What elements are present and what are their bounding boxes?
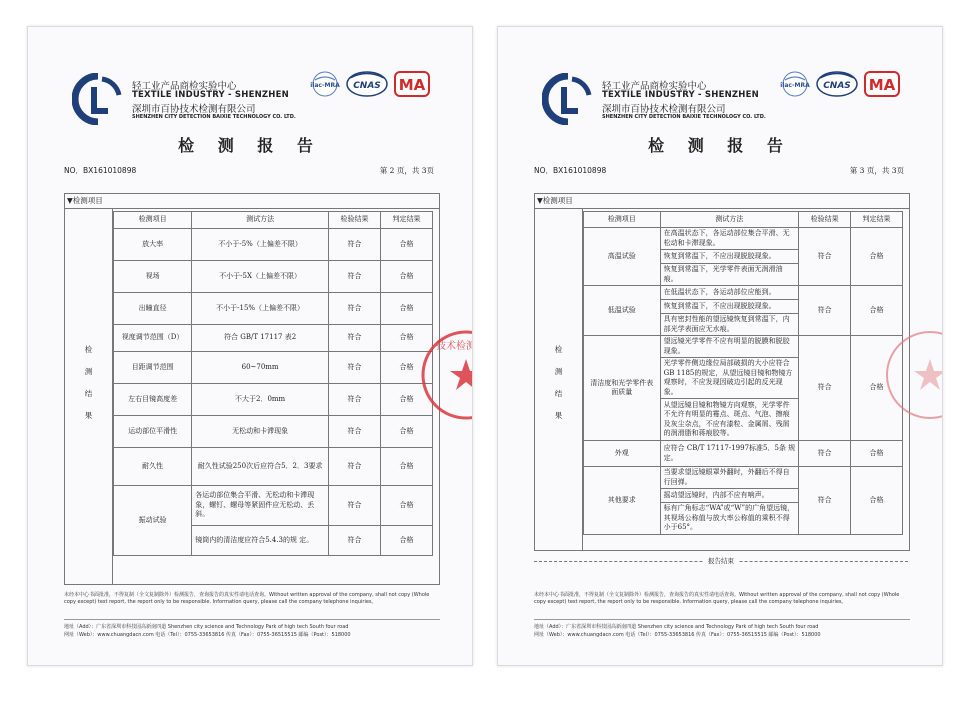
item-cell: 放大率 xyxy=(114,229,192,261)
table-row xyxy=(114,261,433,293)
report-page-3 xyxy=(497,26,943,666)
table-header-row xyxy=(114,212,433,229)
result-cell: 符合 xyxy=(328,384,380,416)
footer-divider xyxy=(534,619,910,620)
table-row xyxy=(584,228,903,250)
svg-text:CNAS: CNAS xyxy=(353,81,381,91)
method-cell: 各运动部位集合平滑、无松动和卡滞现象，螺钉、螺母等紧固件应无松动、丢斜。 xyxy=(192,486,329,526)
item-cell: 振动试验 xyxy=(114,486,192,556)
svg-text:ilac-MRA: ilac-MRA xyxy=(780,82,810,89)
table-row xyxy=(114,416,433,448)
method-cell: 镜筒内的清洁度应符合5.4.3的规 定。 xyxy=(192,526,329,556)
contact-line: 网址（Web）：www.chuangdacn.com 电话（Tel）：0755-33653816 传真（Fax）：0755-36515515 邮编（Post）：518000 xyxy=(534,632,821,638)
judge-cell: 合格 xyxy=(380,352,432,384)
svg-text:CNAS: CNAS xyxy=(823,81,851,91)
item-cell: 低温试验 xyxy=(584,286,661,336)
item-cell: 运动部位平滑性 xyxy=(114,416,192,448)
report-number: NO．BX161010898 xyxy=(64,166,137,175)
page-number: 第 3 页，共 3页 xyxy=(849,166,904,175)
result-cell: 符合 xyxy=(328,325,380,352)
judge-cell: 合格 xyxy=(380,416,432,448)
table-row xyxy=(114,229,433,261)
org-name-en-2: SHENZHEN CITY DETECTION BAIXIE TECHNOLOGY CO. LTD. xyxy=(132,114,296,120)
header-cell: 检测项目 xyxy=(584,212,661,228)
footer-divider xyxy=(64,619,440,620)
side-char: 结 xyxy=(84,389,93,398)
method-cell: 恢复到常温下，光学零件表面无润滑油痕。 xyxy=(660,264,799,286)
results-table xyxy=(583,211,903,535)
table-row xyxy=(114,325,433,352)
side-char: 测 xyxy=(84,367,93,376)
method-cell: 从望远镜目镜和物镜方向观察，光学零件不允许有明显的霉点、斑点、气泡、擦痕及灰尘杂点，不应有漆粒、金属屑、残屑的润滑脂和蒋痕胶等。 xyxy=(660,399,799,441)
judge-cell: 合格 xyxy=(380,325,432,352)
report-title: 检 测 报 告 xyxy=(648,136,792,155)
method-cell: 恢复到常温下，不应出现脱胶现象。 xyxy=(660,250,799,264)
result-cell: 符合 xyxy=(328,352,380,384)
result-cell: 符合 xyxy=(328,229,380,261)
page-number: 第 2 页，共 3页 xyxy=(379,166,434,175)
side-char: 测 xyxy=(554,367,563,376)
result-cell: 符合 xyxy=(328,448,380,486)
cma-cert-icon xyxy=(864,71,900,97)
table-row xyxy=(584,441,903,467)
method-cell: 望远镜光学零件不应有明显的脱膜和脱胶现象。 xyxy=(660,336,799,358)
org-name-cn-1: 轻工业产品商检实验中心 xyxy=(132,81,237,92)
report-page-2 xyxy=(27,26,496,666)
footer-note: 未经本中心书面批准，不得复制（全文复制除外）检测报告，查询报告的真实性请电话查询。Without written approval of the company, shall not copy (Whole copy except) test report, the report only to be responsible. Information query, please call the company telephone inquiries。 xyxy=(534,592,900,605)
method-cell: 光学零件侧边缘位局部破损的大小应符合GB 1185的规定，从望远镜目镜和物镜方观察时，不应发现因破边引起的反光现象。 xyxy=(660,358,799,399)
method-cell: 无松动和卡滞现象 xyxy=(192,416,329,448)
header-cell: 判定结果 xyxy=(851,212,903,228)
result-cell: 符合 xyxy=(328,293,380,325)
org-name-cn-1: 轻工业产品商检实验中心 xyxy=(602,81,707,92)
judge-cell: 合格 xyxy=(380,526,432,556)
judge-cell: 合格 xyxy=(851,228,903,286)
table-row xyxy=(114,486,433,526)
header-cell: 测试方法 xyxy=(660,212,799,228)
result-cell: 符合 xyxy=(328,486,380,526)
footer-address xyxy=(64,623,444,639)
side-column xyxy=(535,209,583,550)
address-line: 地址（Add）：广东省深圳市科技园高新南四道 Shenzhen city science and Technology Park of high tech South four road xyxy=(64,624,349,630)
table-row xyxy=(584,286,903,300)
method-cell: 标有广角标志“WA”或“W”的广角望远镜，其视场公称值与放大率公称值的乘积不得小于65°。 xyxy=(660,503,799,535)
red-seal-stamp xyxy=(884,329,943,421)
method-cell: 耐久性试验250次后应符合5．2．3要求 xyxy=(192,448,329,486)
method-cell: 在低温状态下，各运动部位应能到。 xyxy=(660,286,799,300)
item-cell: 外观 xyxy=(584,441,661,467)
method-cell: 应符合 CB/T 17117-1997标准5．5条 规定。 xyxy=(660,441,799,467)
cma-cert-icon xyxy=(394,71,430,97)
section-header: ▼检测项目 xyxy=(65,194,439,209)
header-cell: 测试方法 xyxy=(192,212,329,229)
item-cell: 出瞳直径 xyxy=(114,293,192,325)
item-cell: 耐久性 xyxy=(114,448,192,486)
header-cell: 检验结果 xyxy=(799,212,851,228)
judge-cell: 合格 xyxy=(851,441,903,467)
item-cell: 视度调节范围（D） xyxy=(114,325,192,352)
cnas-cert-icon xyxy=(346,71,388,97)
method-cell: 不小于-5X（上偏差不限） xyxy=(192,261,329,293)
section-header: ▼检测项目 xyxy=(535,194,909,209)
ilac-mra-cert-icon xyxy=(308,71,342,97)
org-name-en-1: TEXTILE INDUSTRY - SHENZHEN xyxy=(132,90,289,100)
svg-text:MA: MA xyxy=(398,76,426,94)
result-cell: 符合 xyxy=(799,286,851,336)
table-row xyxy=(584,467,903,489)
table-row xyxy=(584,336,903,358)
result-cell: 符合 xyxy=(799,467,851,535)
svg-text:MA: MA xyxy=(868,76,896,94)
result-cell: 符合 xyxy=(328,416,380,448)
table-row xyxy=(114,352,433,384)
side-char: 果 xyxy=(554,411,563,420)
result-cell: 符合 xyxy=(328,526,380,556)
judge-cell: 合格 xyxy=(851,467,903,535)
method-cell: 摇动望远镜时，内部不应有响声。 xyxy=(660,489,799,503)
result-cell: 符合 xyxy=(799,336,851,441)
judge-cell: 合格 xyxy=(380,448,432,486)
side-char: 检 xyxy=(84,345,93,354)
table-row xyxy=(114,293,433,325)
test-items-section xyxy=(64,193,440,585)
result-cell: 符合 xyxy=(799,441,851,467)
method-cell: 不小于-5%（上偏差不限） xyxy=(192,229,329,261)
report-end-text: 报告结束 xyxy=(704,557,738,565)
org-name-en-2: SHENZHEN CITY DETECTION BAIXIE TECHNOLOGY CO. LTD. xyxy=(602,114,766,120)
company-logo-icon xyxy=(72,73,124,125)
side-char: 果 xyxy=(84,411,93,420)
method-cell: 不大于2．0mm xyxy=(192,384,329,416)
table-row xyxy=(114,384,433,416)
footer-address xyxy=(534,623,914,639)
company-logo-icon xyxy=(542,73,594,125)
contact-line: 网址（Web）：www.chuangdacn.com 电话（Tel）：0755-33653816 传真（Fax）：0755-36515515 邮编（Post）：518000 xyxy=(64,632,351,638)
report-end-line xyxy=(534,556,908,565)
result-cell: 符合 xyxy=(799,228,851,286)
item-cell: 视场 xyxy=(114,261,192,293)
item-cell: 左右目镜高度差 xyxy=(114,384,192,416)
method-cell: 在高温状态下，各运动部位集合平滑、无松动和卡滞现象。 xyxy=(660,228,799,250)
method-cell: 当要求望远镜眼罩外翻时，外翻后不得自行回弹。 xyxy=(660,467,799,489)
result-cell: 符合 xyxy=(328,261,380,293)
ilac-mra-cert-icon xyxy=(778,71,812,97)
method-cell: 恢复到常温下，不应出现脱胶现象。 xyxy=(660,300,799,314)
table-row xyxy=(114,448,433,486)
item-cell: 其他要求 xyxy=(584,467,661,535)
side-char: 检 xyxy=(554,345,563,354)
org-name-cn-2: 深圳市百协技术检测有限公司 xyxy=(132,104,256,115)
test-items-section xyxy=(534,193,910,551)
item-cell: 高温试验 xyxy=(584,228,661,286)
judge-cell: 合格 xyxy=(380,384,432,416)
org-name-cn-2: 深圳市百协技术检测有限公司 xyxy=(602,104,726,115)
results-table xyxy=(113,211,433,556)
method-cell: 符合 GB/T 17117 表2 xyxy=(192,325,329,352)
judge-cell: 合格 xyxy=(380,293,432,325)
judge-cell: 合格 xyxy=(851,286,903,336)
judge-cell: 合格 xyxy=(380,229,432,261)
address-line: 地址（Add）：广东省深圳市科技园高新南四道 Shenzhen city science and Technology Park of high tech South four road xyxy=(534,624,819,630)
method-cell: 60~70mm xyxy=(192,352,329,384)
item-cell: 目距调节范围 xyxy=(114,352,192,384)
side-char: 结 xyxy=(554,389,563,398)
red-seal-stamp xyxy=(420,329,496,421)
footer-note: 未经本中心书面批准，不得复制（全文复制除外）检测报告，查询报告的真实性请电话查询。Without written approval of the company, shall not copy (Whole copy except) test report, the report only to be responsible. Information query, please call the company telephone inquiries。 xyxy=(64,592,430,605)
report-number: NO．BX161010898 xyxy=(534,166,607,175)
judge-cell: 合格 xyxy=(380,486,432,526)
side-label xyxy=(65,339,112,427)
judge-cell: 合格 xyxy=(851,336,903,441)
cnas-cert-icon xyxy=(816,71,858,97)
item-cell: 清洁度和光学零件表面质量 xyxy=(584,336,661,441)
header-cell: 检测项目 xyxy=(114,212,192,229)
header-cell: 判定结果 xyxy=(380,212,432,229)
side-label xyxy=(535,339,582,427)
table-header-row xyxy=(584,212,903,228)
org-name-en-1: TEXTILE INDUSTRY - SHENZHEN xyxy=(602,90,759,100)
svg-text:技术检测专用: 技术检测专用 xyxy=(436,341,496,352)
judge-cell: 合格 xyxy=(380,261,432,293)
report-title: 检 测 报 告 xyxy=(178,136,322,155)
svg-text:ilac-MRA: ilac-MRA xyxy=(310,82,340,89)
method-cell: 具有密封性能的望远镜恢复到常温下，内部光学表面应无水痕。 xyxy=(660,314,799,336)
header-cell: 检验结果 xyxy=(328,212,380,229)
method-cell: 不小于-15%（上偏差不限） xyxy=(192,293,329,325)
side-column xyxy=(65,209,113,584)
